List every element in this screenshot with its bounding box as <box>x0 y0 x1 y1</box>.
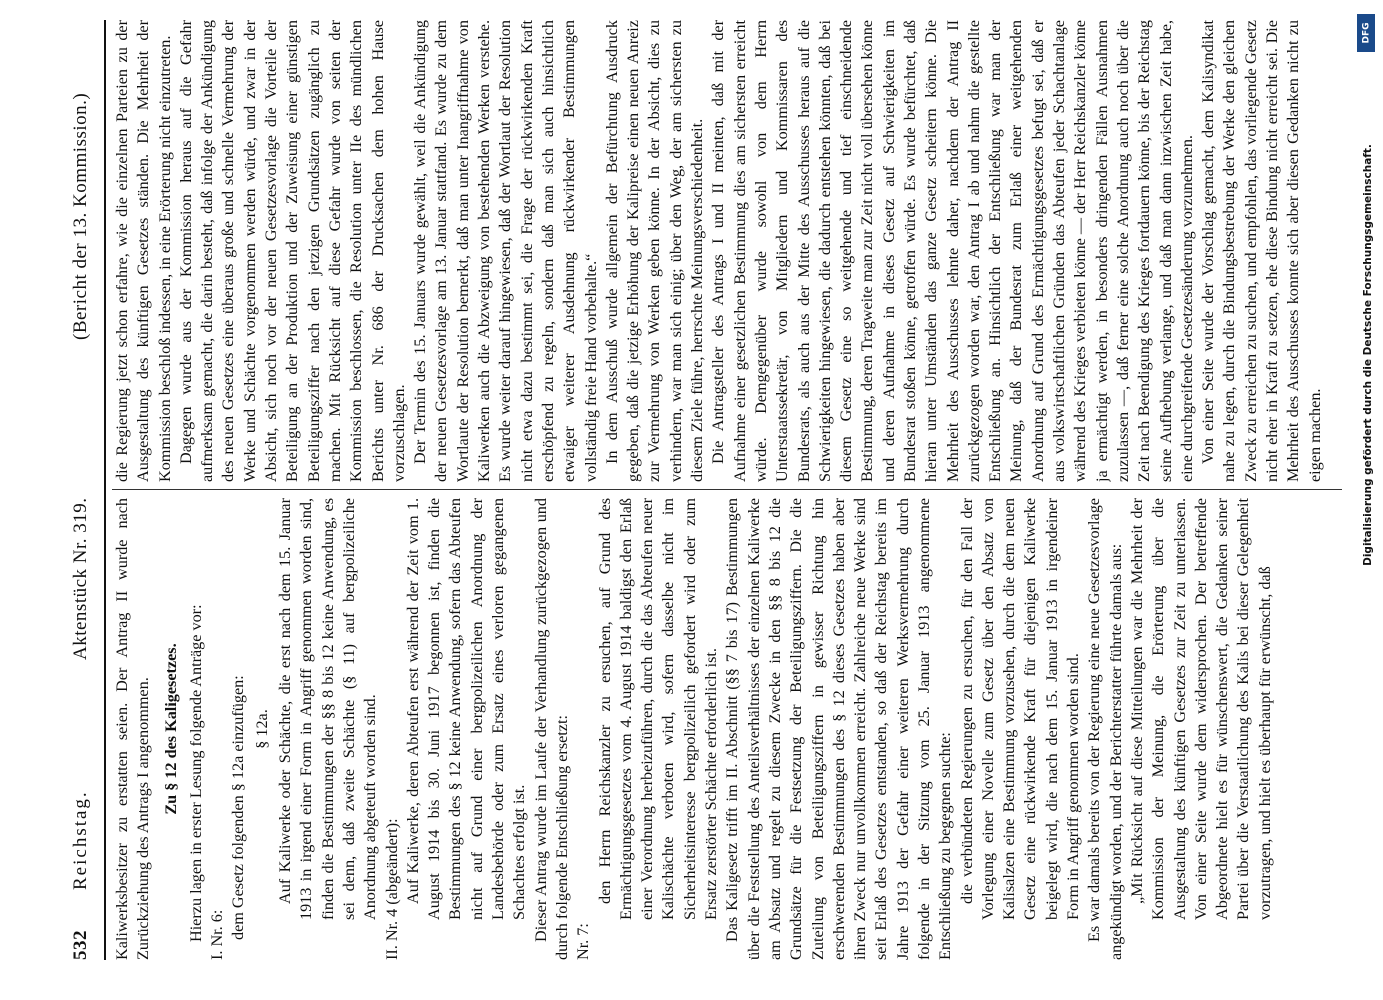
paragraph: Dieser Antrag wurde im Laufe der Verhandlung zurückgezogen und durch folgende Entschließung ersetzt: <box>531 498 571 960</box>
paragraph: Auf Kaliwerke oder Schächte, die erst nach dem 15. Januar 1913 in irgend einer Form in Angriff genommen worden sind, finden die Bestimmungen der §§ 8 bis 12 keine Anwendung, es sei denn, daß zweite Schächte (§ 11) auf bergpolizeiliche Anordnung abgeteuft worden sind. <box>276 498 380 920</box>
paragraph: die Regierung jetzt schon erfahre, wie die einzelnen Parteien zu der Ausgestaltung des künftigen Gesetzes ständen. Die Mehrheit der Kommission beschloß indessen, in eine Erörterung nicht einzutreten. <box>113 20 174 482</box>
header-rule <box>104 20 106 960</box>
paragraph: dem Gesetz folgenden § 12a einzufügen: <box>229 675 248 940</box>
paragraph: Die Antragsteller des Antrags I und II meinten, daß mit der Aufnahme einer gesetzlichen Bestimmung dies am sichersten erreicht würde. Demgegenüber wurde sowohl von dem Herrn Unterstaatssekretär, von Mitgliedern und Kommissaren des Bundesrats, als auch aus der Mitte des Ausschusses heraus auf die Schwierigkeiten hingewiesen, die dadurch entstehen könnten, daß bei diesem Gesetz eine so weitgehende und tief einschneidende Bestimmung, deren Tragweite man zur Zeit nicht voll übersehen könne und deren Aufnahme in dieses Gesetz auf Schwierigkeiten im Bundesrat stoßen könne, getroffen würde. Es wurde befürchtet, daß hieran unter Umständen das ganze Gesetz scheitern könne. Die Mehrheit des Ausschusses lehnte daher, nachdem der Antrag II zurückgezogen worden war, den Antrag I ab und nahm die gestellte Entschließung an. Hinsichtlich der Entschließung war man der Meinung, daß der Bundesrat zum Erlaß einer weitgehenden Anordnung auf Grund des Ermächtigungsgesetzes befugt sei, daß er aus volkswirtschaftlichen Gründen das Abteufen jeder Schachtanlage während des Krieges verbieten könne — der Herr Reichskanzler könne ja ermächtigt werden, in besonders dringenden Fällen Ausnahmen zuzulassen —, daß ferner eine solche Anordnung auch noch über die Zeit nach Beendigung des Krieges fortdauern könne, bis der Reichstag seine Aufhebung verlange, und daß man dann inzwischen Zeit habe, eine durchgreifende Gesetzesänderung vorzunehmen. <box>709 20 1196 482</box>
rotated-printed-page <box>52 0 1362 1000</box>
dfg-logo: DFG <box>1357 14 1375 52</box>
paragraph: Es war damals bereits von der Regierung eine neue Gesetzesvorlage angekündigt worden, und der Berichterstatter führte damals aus: <box>1085 498 1125 960</box>
dfg-sidebar <box>1351 6 1381 1000</box>
paragraph: Zu § 12 des Kaligesetzes. <box>161 643 180 815</box>
left-text-column <box>112 498 1352 960</box>
page-number: 532 <box>70 930 91 960</box>
paragraph: In dem Ausschuß wurde allgemein der Befürchtung Ausdruck gegeben, daß die jetzige Erhöhung der Kalipreise einen neuen Anreiz zur Vermehrung von Werken geben könne. In der Absicht, dies zu verhindern, war man sich einig; über den Weg, der am sichersten zu diesem Ziele führe, herrschte Meinungsverschiedenheit. <box>602 20 707 482</box>
paragraph: Nr. 7: <box>574 923 593 960</box>
paragraph: I. Nr. 6: <box>208 909 227 960</box>
header-center-title: Aktenstück Nr. 319. <box>70 497 91 660</box>
header-right-title: (Bericht der 13. Kommission.) <box>70 92 91 340</box>
paragraph: Von einer Seite wurde der Vorschlag gemacht, dem Kalisyndikat nahe zu legen, durch die Bindungsbestrebung der Werke den gleichen Zweck zu erreichen zu suchen, und empfohlen, das vorliegende Gesetz nicht eher in Kraft zu setzen, ehe diese Bindung nicht erreicht sei. Die Mehrheit des Ausschusses konnte sich aber diesen Gedanken nicht zu eigen machen. <box>1199 20 1324 482</box>
paragraph: § 12a. <box>252 709 271 749</box>
right-text-column <box>112 20 1352 482</box>
paragraph: Dagegen wurde aus der Kommission heraus auf die Gefahr aufmerksam gemacht, die darin besteht, daß infolge der Ankündigung des neuen Gesetzes eine überaus große und schnelle Vermehrung der Werke und Schächte vorgenommen werden würde, und zwar in der Absicht, sich noch vor der neuen Gesetzesvorlage die Vorteile der Beteiligung an der Produktion und der Zuweisung einer günstigen Beteiligungsziffer nach den jetzigen Grundsätzen zugänglich zu machen. Mit Rücksicht auf diese Gefahr wurde von seiten der Kommission beschlossen, die Resolution unter IIe des mündlichen Berichts unter Nr. 686 der Drucksachen dem hohen Hause vorzuschlagen. <box>176 20 408 482</box>
paragraph: Auf Kaliwerke, deren Abteufen erst während der Zeit vom 1. August 1914 bis 30. Juni 1917 begonnen ist, finden die Bestimmungen des § 12 keine Anwendung, sofern das Abteufen nicht auf Grund einer bergpolizeilichen Anordnung der Landesbehörde oder zum Ersatz eines verloren gegangenen Schachtes erfolgt ist. <box>403 498 529 920</box>
paragraph: Das Kaligesetz trifft im II. Abschnitt (§§ 7 bis 17) Bestimmungen über die Feststellung des Anteilsverhältnisses der einzelnen Kaliwerke am Absatz und regelt zu diesem Zwecke in den §§ 8 bis 12 die Grundsätze für die Festsetzung der Beteiligungsziffern. Die die Zuteilung von Beteiligungsziffern in gewisser Richtung hin erschwerenden Bestimmungen des § 12 dieses Gesetzes haben aber ihren Zweck nur unvollkommen erreicht. Zahlreiche neue Werke sind seit Erlaß des Gesetzes entstanden, so daß der Reichstag bereits im Jahre 1913 der Gefahr einer weiteren Werksvermehrung durch folgende in der Sitzung vom 25. Januar 1913 angenommene Entschließung zu begegnen suchte: <box>723 498 955 960</box>
paragraph: II. Nr. 4 (abgeändert): <box>382 818 401 960</box>
page-header <box>62 20 102 960</box>
paragraph: den Herrn Reichskanzler zu ersuchen, auf Grund des Ermächtigungsgesetzes vom 4. August 1914 baldigst den Erlaß einer Verordnung herbeizuführen, durch die das Abteufen neuer Kalischächte verboten wird, sofern dasselbe nicht im Sicherheitsinteresse bergpolizeilich gefordert wird oder zum Ersatz zerstörter Schächte erforderlich ist. <box>595 498 721 920</box>
header-left-title: Reichstag. <box>70 790 91 890</box>
paragraph: Der Termin des 15. Januars wurde gewählt, weil die Ankündigung der neuen Gesetzesvorlage am 13. Januar stattfand. Es wurde zu dem Wortlaute der Resolution bemerkt, daß man unter Inangriffnahme von Kaliwerken auch die Abzweigung von bestehenden Werken verstehe. Es wurde weiter darauf hingewiesen, daß der Wortlaut der Resolution nicht etwa dazu bestimmt sei, die Frage der rückwirkenden Kraft erschöpfend zu regeln, sondern daß man sich auch hinsichtlich etwaiger weiterer Ausdehnung rückwirkender Bestimmungen vollständig freie Hand vorbehalte.“ <box>411 20 600 482</box>
paragraph: Hierzu lagen in erster Lesung folgende Anträge vor: <box>186 604 205 942</box>
paragraph: Kaliwerksbesitzer zu erstatten seien. Der Antrag II wurde nach Zurückziehung des Antrags I angenommen. <box>113 498 153 960</box>
paragraph: „Mit Rücksicht auf diese Mitteilungen war die Mehrheit der Kommission der Meinung, die Erörterung über die Ausgestaltung des künftigen Gesetzes zur Zeit zu unterlassen. Von einer Seite wurde dem widersprochen. Der betreffende Abgeordnete hielt es für wünschenswert, die Gedanken seiner Partei über die Verstaatlichung des Kalis bei dieser Gelegenheit vorzutragen, und hielt es überhaupt für erwünscht, daß <box>1127 498 1274 920</box>
paragraph: die verbündeten Regierungen zu ersuchen, für den Fall der Vorlegung einer Novelle zum Gesetz über den Absatz von Kalisalzen eine Bestimmung vorzusehen, durch die dem neuen Gesetz eine rückwirkende Kraft für diejenigen Kaliwerke beigelegt wird, die nach dem 15. Januar 1913 in irgendeiner Form in Angriff genommen worden sind. <box>957 498 1083 920</box>
dfg-credit-text: Digitalisierung gefördert durch die Deutsche Forschungsgemeinschaft. <box>1362 144 1374 566</box>
column-separator <box>112 489 1342 490</box>
